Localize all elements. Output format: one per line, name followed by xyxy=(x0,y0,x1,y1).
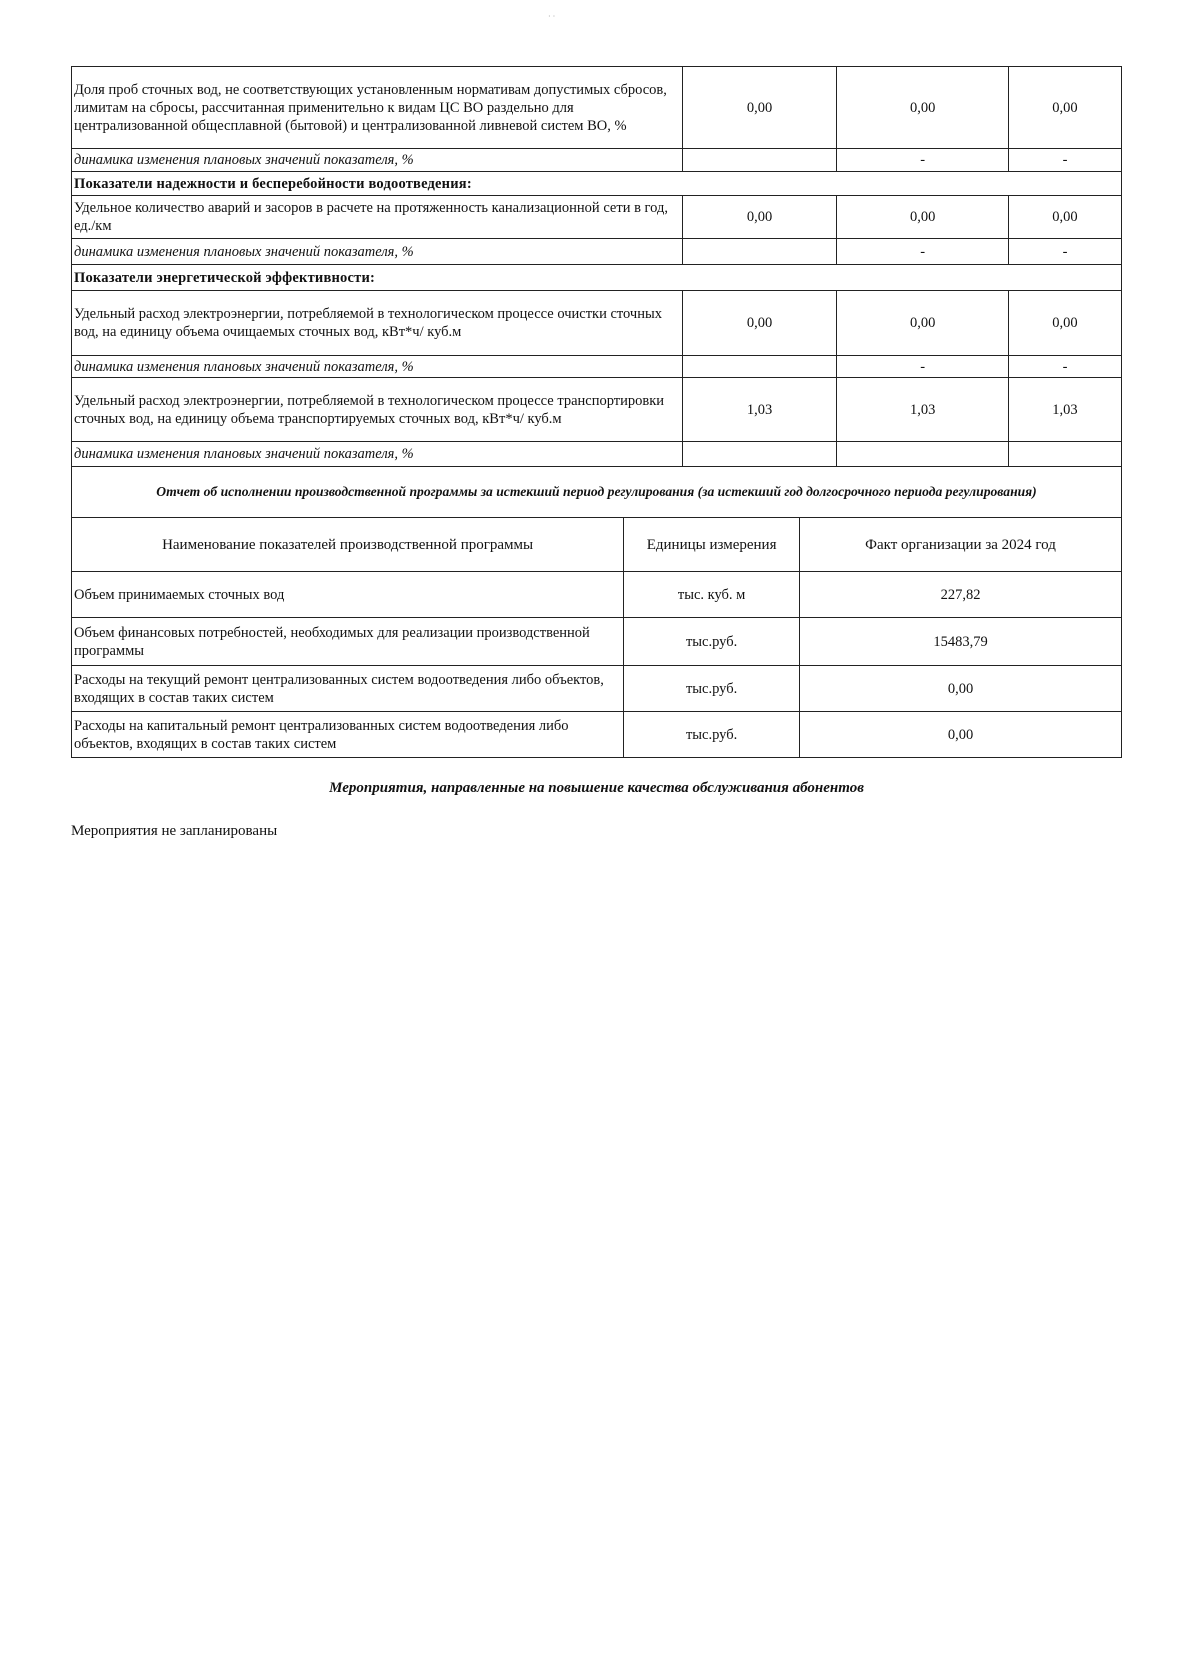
section-row xyxy=(72,172,1122,196)
indicator-value: 0,00 xyxy=(837,67,1009,149)
report-table xyxy=(71,517,1122,758)
column-header-fact: Факт организации за 2024 год xyxy=(800,518,1122,572)
indicator-value: 1,03 xyxy=(1008,378,1121,442)
report-item-value: 0,00 xyxy=(800,666,1122,712)
table-row xyxy=(72,356,1122,378)
indicator-label: Удельный расход электроэнергии, потребляемой в технологическом процессе транспортировки сточных вод, на единицу объема транспортируемых сточных вод, кВт*ч/ куб.м xyxy=(72,378,683,442)
table-row xyxy=(72,196,1122,239)
indicator-value: 0,00 xyxy=(1008,196,1121,239)
report-item-name: Расходы на текущий ремонт централизованных систем водоотведения либо объектов, входящих в состав таких систем xyxy=(72,666,624,712)
dynamics-value: - xyxy=(837,239,1009,265)
section-heading-reliability: Показатели надежности и бесперебойности водоотведения: xyxy=(72,172,1122,196)
scan-artifact: · · xyxy=(548,12,556,21)
report-item-unit: тыс. куб. м xyxy=(624,572,800,618)
report-item-name: Объем финансовых потребностей, необходимых для реализации производственной программы xyxy=(72,618,624,666)
report-item-unit: тыс.руб. xyxy=(624,712,800,758)
dynamics-value xyxy=(1008,442,1121,467)
dynamics-label: динамика изменения плановых значений показателя, % xyxy=(72,239,683,265)
measures-title: Мероприятия, направленные на повышение качества обслуживания абонентов xyxy=(329,780,864,796)
indicator-label: Доля проб сточных вод, не соответствующих установленным нормативам допустимых сбросов, лимитам на сбросы, рассчитанная применительно к видам ЦС ВО раздельно для централизованной общесплавной (бытовой) и централизованной ливневой систем ВО, % xyxy=(72,67,683,149)
indicator-value: 0,00 xyxy=(837,291,1009,356)
indicator-value: 0,00 xyxy=(682,291,837,356)
indicator-value: 0,00 xyxy=(1008,291,1121,356)
dynamics-value xyxy=(682,149,837,172)
indicator-value: 1,03 xyxy=(682,378,837,442)
document-page xyxy=(71,66,1122,840)
indicator-value: 0,00 xyxy=(682,196,837,239)
dynamics-value: - xyxy=(1008,356,1121,378)
table-row xyxy=(72,666,1122,712)
section-heading-energy: Показатели энергетической эффективности: xyxy=(72,265,1122,291)
table-row xyxy=(72,149,1122,172)
table-row xyxy=(72,291,1122,356)
table-header-row xyxy=(72,518,1122,572)
table-row xyxy=(72,442,1122,467)
report-item-value: 15483,79 xyxy=(800,618,1122,666)
report-item-unit: тыс.руб. xyxy=(624,666,800,712)
dynamics-value: - xyxy=(1008,149,1121,172)
measures-text: Мероприятия не запланированы xyxy=(71,823,278,839)
report-title: Отчет об исполнении производственной программы за истекший период регулирования (за истекший год долгосрочного периода регулирования) xyxy=(71,467,1122,517)
dynamics-value xyxy=(682,239,837,265)
dynamics-value xyxy=(837,442,1009,467)
dynamics-label: динамика изменения плановых значений показателя, % xyxy=(72,356,683,378)
table-row xyxy=(72,239,1122,265)
table-row xyxy=(72,618,1122,666)
table-row xyxy=(72,67,1122,149)
report-item-value: 0,00 xyxy=(800,712,1122,758)
dynamics-value xyxy=(682,442,837,467)
report-item-name: Расходы на капитальный ремонт централизованных систем водоотведения либо объектов, входящих в состав таких систем xyxy=(72,712,624,758)
dynamics-value: - xyxy=(837,149,1009,172)
table-row xyxy=(72,378,1122,442)
indicator-value: 0,00 xyxy=(682,67,837,149)
dynamics-value: - xyxy=(837,356,1009,378)
dynamics-label: динамика изменения плановых значений показателя, % xyxy=(72,149,683,172)
dynamics-value xyxy=(682,356,837,378)
column-header-unit: Единицы измерения xyxy=(624,518,800,572)
report-item-unit: тыс.руб. xyxy=(624,618,800,666)
dynamics-label: динамика изменения плановых значений показателя, % xyxy=(72,442,683,467)
section-row xyxy=(72,265,1122,291)
indicator-label: Удельный расход электроэнергии, потребляемой в технологическом процессе очистки сточных вод, на единицу объема очищаемых сточных вод, кВт*ч/ куб.м xyxy=(72,291,683,356)
indicator-value: 0,00 xyxy=(1008,67,1121,149)
indicator-value: 0,00 xyxy=(837,196,1009,239)
indicator-value: 1,03 xyxy=(837,378,1009,442)
report-item-value: 227,82 xyxy=(800,572,1122,618)
dynamics-value: - xyxy=(1008,239,1121,265)
indicators-table xyxy=(71,66,1122,467)
table-row xyxy=(72,712,1122,758)
indicator-label: Удельное количество аварий и засоров в расчете на протяженность канализационной сети в год, ед./км xyxy=(72,196,683,239)
report-item-name: Объем принимаемых сточных вод xyxy=(72,572,624,618)
table-row xyxy=(72,572,1122,618)
column-header-name: Наименование показателей производственной программы xyxy=(72,518,624,572)
